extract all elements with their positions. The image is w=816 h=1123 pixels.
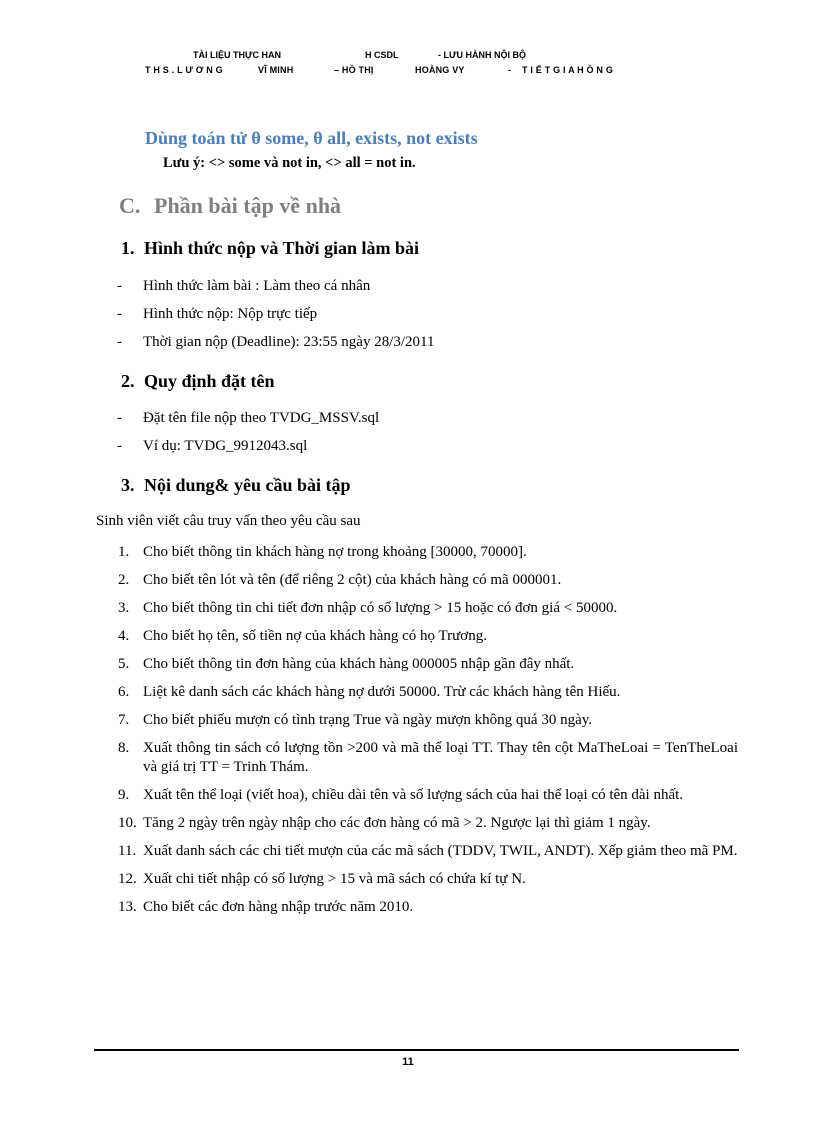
task-item: 4. Cho biết họ tên, số tiền nợ của khách hàng có họ Trương.	[118, 628, 487, 644]
task-item: 6. Liệt kê danh sách các khách hàng nợ dưới 50000. Trừ các khách hàng tên Hiếu.	[118, 684, 621, 700]
task-item: 13. Cho biết các đơn hàng nhập trước năm 2010.	[118, 899, 414, 915]
section-c-letter: C.	[119, 193, 141, 218]
task-item: 7. Cho biết phiếu mượn có tình trạng True và ngày mượn không quá 30 ngày.	[118, 712, 593, 728]
section-1-title: Hình thức nộp và Thời gian làm bài	[144, 238, 420, 258]
section-3-number: 3.	[121, 475, 135, 495]
task-item: 11. Xuất danh sách các chi tiết mượn của các mã sách (TDDV, TWIL, ANDT). Xếp giảm theo mã PM.	[118, 843, 738, 859]
section-1-heading	[121, 238, 419, 259]
footer-divider	[94, 1049, 739, 1051]
page-number: 11	[402, 1056, 414, 1068]
header-author-2b: HOÀNG VY	[415, 65, 465, 75]
section-2-title: Quy định đặt tên	[144, 371, 275, 391]
section-2-number: 2.	[121, 371, 135, 391]
header-author-1a: T H S . L Ư Ơ N G	[145, 65, 223, 75]
section-3-title: Nội dung& yêu cầu bài tập	[144, 475, 351, 495]
section-c-title: Phần bài tập về nhà	[154, 193, 342, 218]
section-1-number: 1.	[121, 238, 135, 258]
task-item: 1. Cho biết thông tin khách hàng nợ trong khoảng [30000, 70000].	[118, 544, 527, 560]
header-circulation: - LƯU HÀNH NỘI BỘ	[438, 50, 526, 60]
header-author-3b: T I Ế T G I A H Ồ N G	[522, 65, 614, 75]
note-text: Lưu ý: <> some và not in, <> all = not in.	[163, 155, 416, 171]
task-item: 5. Cho biết thông tin đơn hàng của khách hàng 000005 nhập gần đây nhất.	[118, 656, 575, 672]
header-author-2: – HỒ THỊ	[334, 65, 374, 75]
task-item: 10. Tăng 2 ngày trên ngày nhập cho các đơn hàng có mã > 2. Ngược lại thì giảm 1 ngày.	[118, 815, 651, 831]
header-author-1b: VĨ MINH	[258, 65, 294, 75]
header-author-3a: -	[508, 65, 512, 75]
task-list	[118, 543, 738, 926]
task-item: 8. Xuất thông tin sách có lượng tồn >200 và mã thể loại TT. Thay tên cột MaTheLoai = TenTheLoai và giá trị TT = Trinh Thám.	[118, 740, 738, 775]
section-c-heading	[119, 193, 341, 219]
section-2-heading	[121, 371, 275, 392]
task-item: 2. Cho biết tên lót và tên (để riêng 2 cột) của khách hàng có mã 000001.	[118, 572, 562, 588]
section-3-heading	[121, 475, 351, 496]
operator-subheading: Dùng toán tử θ some, θ all, exists, not exists	[145, 128, 478, 148]
header-course-title: TÀI LIỆU THỰC HAN	[193, 50, 281, 60]
task-item: 9. Xuất tên thể loại (viết hoa), chiều dài tên và số lượng sách của hai thể loại có tên dài nhất.	[118, 787, 684, 803]
task-item: 3. Cho biết thông tin chi tiết đơn nhập có số lượng > 15 hoặc có đơn giá < 50000.	[118, 600, 618, 616]
task-item: 12. Xuất chi tiết nhập có số lượng > 15 và mã sách có chứa kí tự N.	[118, 871, 526, 887]
header-course-title-cont: H CSDL	[365, 50, 399, 60]
tasks-intro: Sinh viên viết câu truy vấn theo yêu cầu sau	[96, 513, 361, 529]
